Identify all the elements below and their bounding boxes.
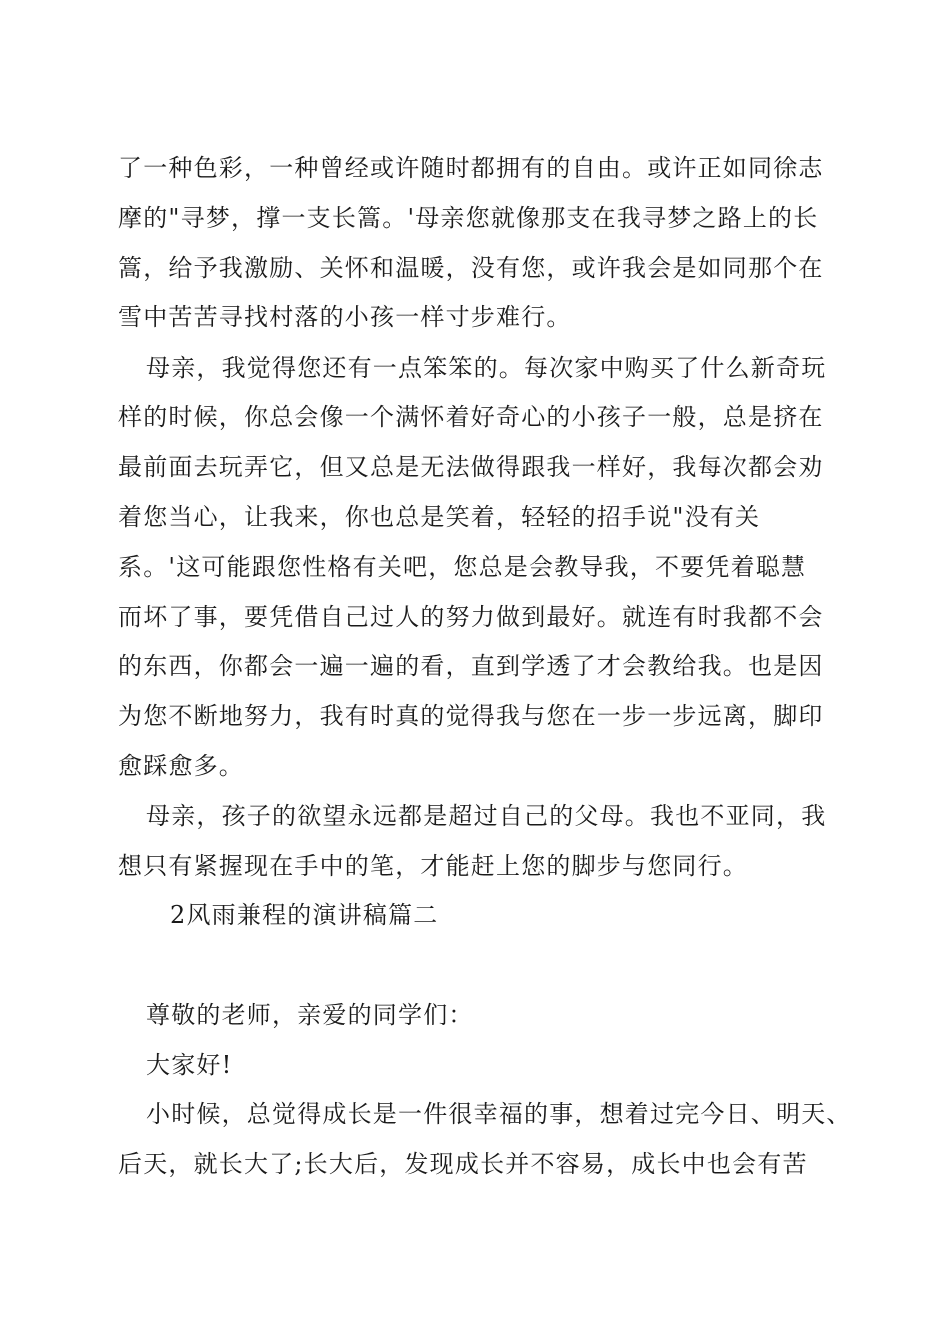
paragraph-line: 着您当心，让我来，你也总是笑着，轻轻的招手说"没有关 bbox=[118, 503, 761, 531]
paragraph-line: 为您不断地努力，我有时真的觉得我与您在一步一步远离，脚印 bbox=[118, 702, 824, 730]
paragraph-line: 想只有紧握现在手中的笔，才能赶上您的脚步与您同行。 bbox=[118, 852, 748, 880]
paragraph-line: 后天，就长大了;长大后，发现成长并不容易，成长中也会有苦 bbox=[118, 1150, 808, 1178]
paragraph-line: 大家好! bbox=[146, 1051, 233, 1079]
paragraph-line: 雪中苦苦寻找村落的小孩一样寸步难行。 bbox=[118, 303, 572, 331]
paragraph-line: 母亲，孩子的欲望永远都是超过自己的父母。我也不亚同，我 bbox=[146, 802, 827, 830]
paragraph-line: 尊敬的老师，亲爱的同学们： bbox=[146, 1001, 474, 1029]
paragraph-line: 愈踩愈多。 bbox=[118, 752, 244, 780]
section-heading: 2风雨兼程的演讲稿篇二 bbox=[170, 901, 439, 929]
paragraph-line: 系。'这可能跟您性格有关吧，您总是会教导我，不要凭着聪慧 bbox=[118, 553, 807, 581]
paragraph-line: 小时候，总觉得成长是一件很幸福的事，想着过完今日、明天、 bbox=[146, 1100, 852, 1128]
paragraph-line: 而坏了事，要凭借自己过人的努力做到最好。就连有时我都不会 bbox=[118, 603, 824, 631]
paragraph-line: 摩的"寻梦，撑一支长篙。'母亲您就像那支在我寻梦之路上的长 bbox=[118, 204, 819, 232]
paragraph-line: 了一种色彩，一种曾经或许随时都拥有的自由。或许正如同徐志 bbox=[118, 154, 824, 182]
paragraph-line: 最前面去玩弄它，但又总是无法做得跟我一样好，我每次都会劝 bbox=[118, 453, 824, 481]
paragraph-line: 样的时候，你总会像一个满怀着好奇心的小孩子一般，总是挤在 bbox=[118, 403, 824, 431]
paragraph-line: 篙，给予我激励、关怀和温暖，没有您，或许我会是如同那个在 bbox=[118, 254, 824, 282]
paragraph-line: 母亲，我觉得您还有一点笨笨的。每次家中购买了什么新奇玩 bbox=[146, 354, 827, 382]
paragraph-line: 的东西，你都会一遍一遍的看，直到学透了才会教给我。也是因 bbox=[118, 652, 824, 680]
